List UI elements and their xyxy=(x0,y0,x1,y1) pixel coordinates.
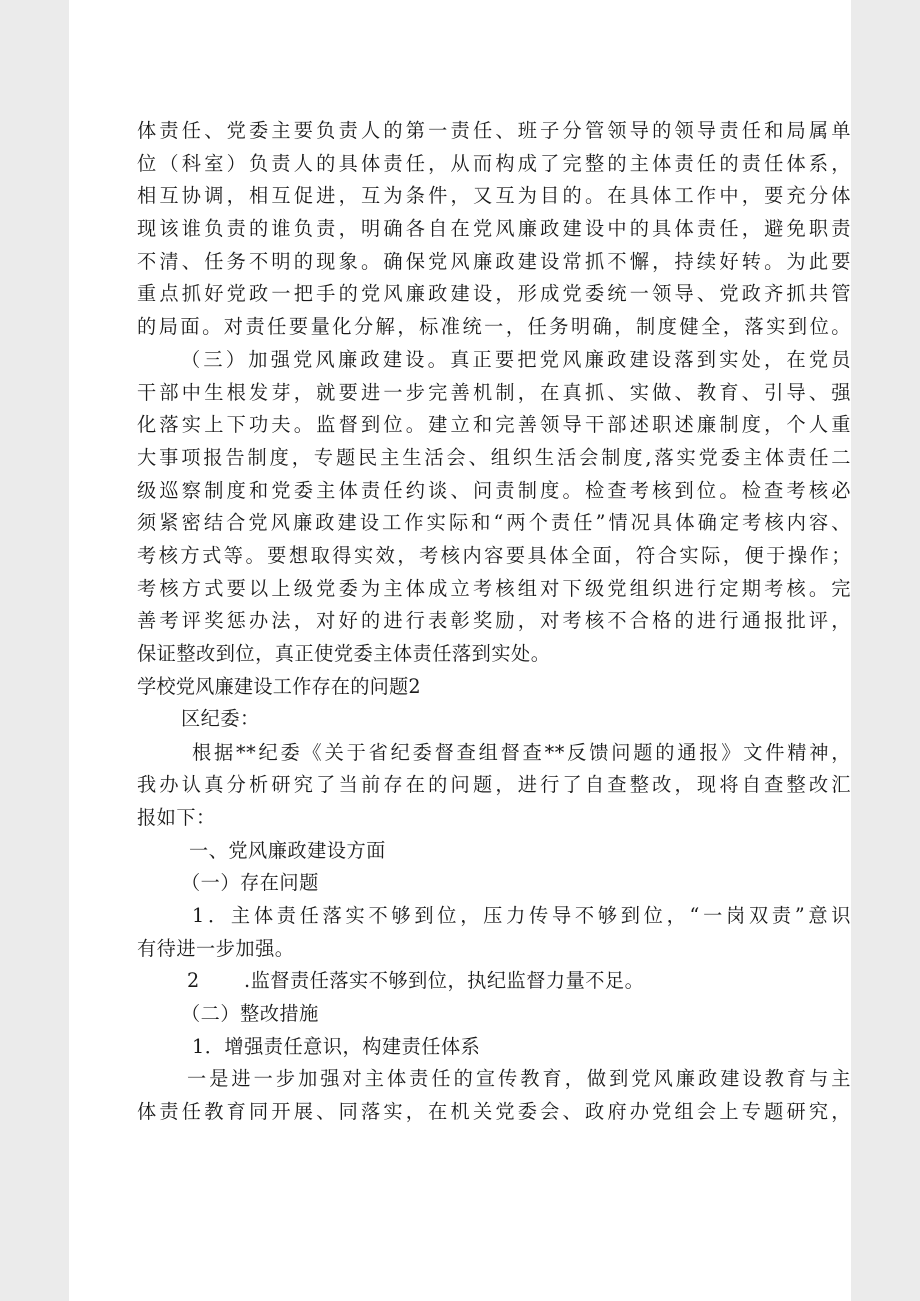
paragraph-line: 化落实上下功夫。监督到位。建立和完善领导干部述职述廉制度，个人重 xyxy=(137,413,851,436)
list-item: 1．增强责任意识，构建责任体系 xyxy=(192,1035,481,1058)
subsection-heading: （一）存在问题 xyxy=(181,871,319,894)
paragraph-line: 体责任、党委主要负责人的第一责任、班子分管领导的领导责任和局属单 xyxy=(137,119,851,142)
list-number: 2 xyxy=(187,969,200,992)
paragraph-line: 报如下： xyxy=(137,806,216,829)
paragraph-line: 级巡察制度和党委主体责任约谈、问责制度。检查考核到位。检查考核必 xyxy=(137,479,851,502)
paragraph-line: 现该谁负责的谁负责，明确各自在党风廉政建设中的具体责任，避免职责 xyxy=(137,217,851,240)
paragraph-line: 根据**纪委《关于省纪委督查组督查**反馈问题的通报》文件精神， xyxy=(192,741,851,764)
paragraph-line: 须紧密结合党风廉政建设工作实际和“两个责任”情况具体确定考核内容、 xyxy=(137,511,851,534)
paragraph-line: 体责任教育同开展、同落实，在机关党委会、政府办党组会上专题研究， xyxy=(137,1100,851,1123)
paragraph-line: 大事项报告制度，专题民主生活会、组织生活会制度,落实党委主体责任二 xyxy=(137,446,851,469)
section-heading: （三）加强党风廉政建设。真正要把党风廉政建设落到实处，在党员 xyxy=(181,348,851,371)
paragraph-line: 有待进一步加强。 xyxy=(137,937,295,960)
list-item: .监督责任落实不够到位，执纪监督力量不足。 xyxy=(244,969,645,992)
paragraph-line: 考核方式等。要想取得实效，考核内容要具体全面，符合实际，便于操作； xyxy=(137,544,851,567)
subsection-heading: （二）整改措施 xyxy=(181,1002,319,1025)
document-page xyxy=(69,0,851,1301)
list-item: 1．主体责任落实不够到位，压力传导不够到位，“一岗双责”意识 xyxy=(192,904,851,927)
paragraph-line: 位（科室）负责人的具体责任，从而构成了完整的主体责任的责任体系， xyxy=(137,152,851,175)
paragraph-line: 考核方式要以上级党委为主体成立考核组对下级党组织进行定期考核。完 xyxy=(137,577,851,600)
paragraph-line: 干部中生根发芽，就要进一步完善机制，在真抓、实做、教育、引导、强 xyxy=(137,381,851,404)
paragraph-line: 不清、任务不明的现象。确保党风廉政建设常抓不懈，持续好转。为此要 xyxy=(137,250,851,273)
section-heading: 一、党风廉政建设方面 xyxy=(189,839,386,862)
salutation: 区纪委： xyxy=(181,707,260,730)
paragraph-line: 我办认真分析研究了当前存在的问题，进行了自查整改，现将自查整改汇 xyxy=(137,773,851,796)
paragraph-line: 相互协调，相互促进，互为条件，又互为目的。在具体工作中，要充分体 xyxy=(137,184,851,207)
paragraph-line: 善考评奖惩办法，对好的进行表彰奖励，对考核不合格的进行通报批评， xyxy=(137,609,851,632)
paragraph-line: 一是进一步加强对主体责任的宣传教育，做到党风廉政建设教育与主 xyxy=(187,1067,851,1090)
paragraph-line: 保证整改到位，真正使党委主体责任落到实处。 xyxy=(137,642,551,665)
article-title: 学校党风廉建设工作存在的问题2 xyxy=(137,675,421,698)
paragraph-line: 的局面。对责任要量化分解，标准统一，任务明确，制度健全，落实到位。 xyxy=(137,315,851,338)
paragraph-line: 重点抓好党政一把手的党风廉政建设，形成党委统一领导、党政齐抓共管 xyxy=(137,282,851,305)
